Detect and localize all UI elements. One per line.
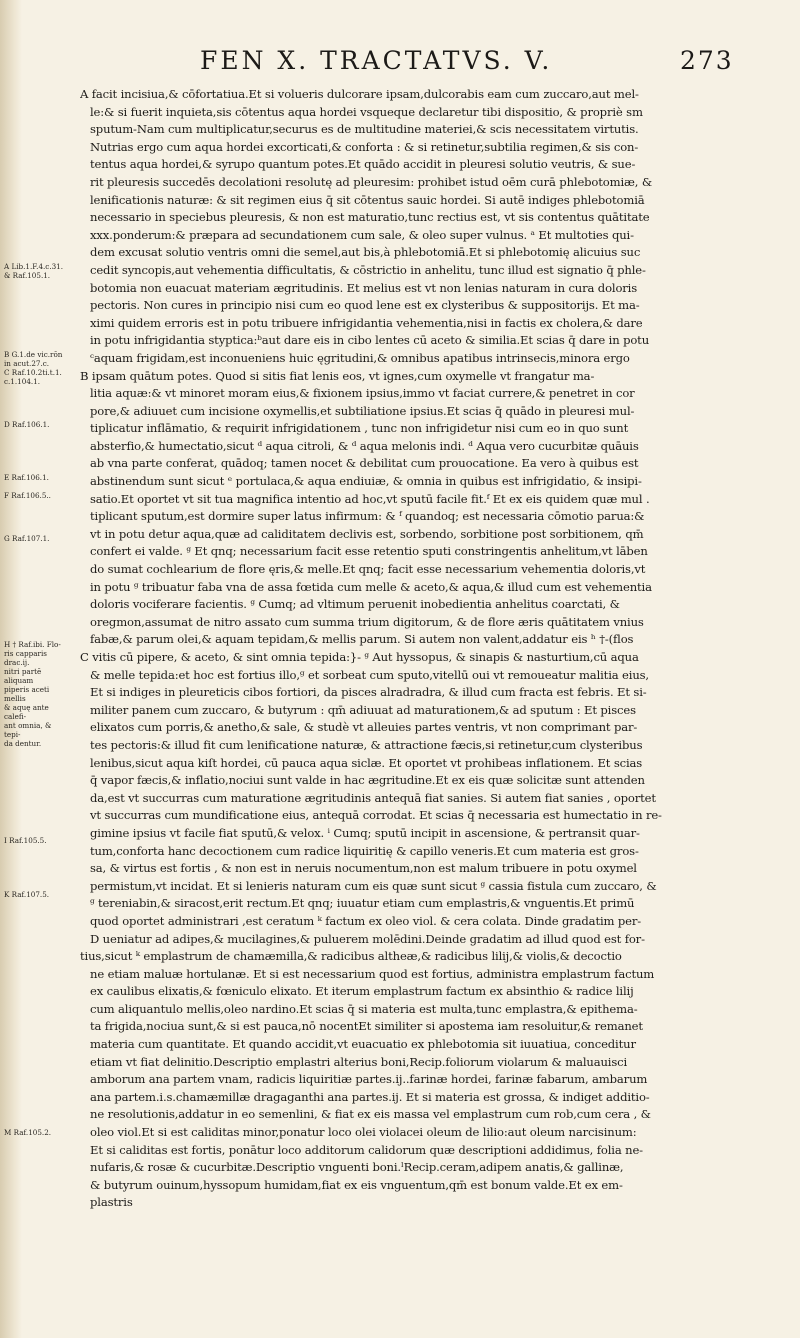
- text-line: elixatos cum porris,& anetho,& sale, & studè vt alleuies partes ventris, vt non comprimant par-: [90, 720, 638, 735]
- text-line: D ueniatur ad adipes,& mucilagines,& puluerem molēdini.Deinde gradatim ad illud quod est for-: [90, 931, 645, 946]
- text-line: materia cum quantitate. Et quando accidit,vt euacuatio ex phlebotomia sit iuuatiua, conceditur: [90, 1037, 636, 1052]
- text-line: Nutrias ergo cum aqua hordei excorticati,& conforta : & si retinetur,subtilia regimen,& sis con-: [90, 139, 639, 154]
- text-line: confert ei valde. ᵍ Et qnq; necessarium facit esse retentio sputi constringentis anhelitum,vt lāben: [90, 544, 648, 559]
- text-line: lenibus,sicut aqua kiſt hordei, cū pauca aqua siclæ. Et oportet vt prohibeas inflationem. Et scias: [90, 755, 643, 770]
- text-line: tum,conforta hanc decoctionem cum radice liquiritię & capillo veneris.Et cum materia est gros-: [90, 843, 639, 858]
- text-line: sa, & virtus est fortis , & non est in neruis nocumentum,non est malum tribuere in potu oxymel: [90, 861, 637, 876]
- text-line: ne etiam maluæ hortulanæ. Et si est necessarium quod est fortius, administra emplastrum factum: [90, 966, 655, 981]
- text-line: botomia non euacuat materiam ægritudinis. Et melius est vt non lenias naturam in cura doloris: [90, 280, 638, 295]
- text-line: q̄ vapor fæcis,& inflatio,nociui sunt valde in hac ægritudine.Et ex eis quæ solicitæ sunt attenden: [90, 773, 645, 788]
- text-line: Et si indiges in pleureticis cibos fortiori, da pisces alradradra, & illud cum fracta est febris. Et si-: [90, 685, 647, 700]
- text-line: nufaris,& rosæ & cucurbitæ.Descriptio vnguenti boni.ˡRecip.ceram,adipem anatis,& gallinæ,: [90, 1160, 624, 1175]
- text-line: ana partem.i.s.chamæmillæ dragaganthi ana partes.ij. Et si materia est grossa, & indiget additio-: [90, 1089, 650, 1104]
- margin-note: D Raf.106.1.: [4, 420, 50, 429]
- text-line: xxx.ponderum:& præpara ad secundationem cum sale, & oleo super vulnus. ᵃ Et multoties qui-: [90, 227, 634, 242]
- text-line: ne resolutionis,addatur in eo semenlini, & fiat ex eis massa vel emplastrum cum rob,cum cera , &: [90, 1107, 651, 1122]
- text-line: necessario in speciebus pleuresis, & non est maturatio,tunc rectius est, vt sis contentus quātitate: [90, 210, 650, 225]
- text-line: lenificationis naturæ: & sit regimen eius q̄ sit cōtentus sauic hordei. Si autē indiges phlebotomiā: [90, 192, 645, 207]
- text-line: A facit incisiua,& cōfortatiua.Et si volueris dulcorare ipsam,dulcorabis eam cum zuccaro,aut mel-: [80, 87, 639, 101]
- text-line: le:& si fuerit inquieta,sis cōtentus aqua hordei vsqueque declaretur tibi dispositio, & propriè sm: [90, 104, 643, 119]
- margin-note: F Raf.106.5..: [4, 491, 51, 500]
- margin-note: E Raf.106.1.: [4, 473, 49, 482]
- text-line: pore,& adiuuet cum incisione oxymellis,et subtiliatione ipsius.Et scias q̄ quādo in pleuresi mul-: [90, 403, 635, 418]
- text-line: ex caulibus elixatis,& fœniculo elixato. Et iterum emplastrum factum ex absinthio & radice lilij: [90, 984, 634, 999]
- text-line: fabæ,& parum olei,& aquam tepidam,& mellis parum. Si autem non valent,addatur eis ʰ †-(flos: [90, 632, 634, 647]
- text-line: pectoris. Non cures in principio nisi cum eo quod lene est ex clysteribus & suppositorijs. Et ma-: [90, 298, 640, 313]
- catchword: [80, 1212, 748, 1230]
- text-line: & butyrum ouinum,hyssopum humidam,fiat ex eis vnguentum,qm̄ est bonum valde.Et ex em-: [90, 1177, 623, 1192]
- text-line: gimine ipsius vt facile fiat sputū,& velox. ⁱ Cumq; sputū incipit in ascensione, & pertransit quar-: [90, 825, 640, 840]
- margin-note: M Raf.105.2.: [4, 1128, 52, 1137]
- text-line: Et si caliditas est fortis, ponātur loco additorum calidorum quæ descriptioni addidimus, folia ne-: [90, 1142, 643, 1157]
- text-line: cedit syncopis,aut vehementia difficultatis, & cōstrictio in anhelitu, tunc illud est signatio q̄ phle-: [90, 262, 646, 277]
- text-line: da,est vt succurras cum maturatione ægritudinis antequā fiat sanies. Si autem fiat sanies , oportet: [90, 790, 656, 805]
- margin-notes: [4, 0, 68, 1338]
- text-line: cum aliquantulo mellis,oleo nardino.Et scias q̄ si materia est multa,tunc emplastra,& epithema-: [90, 1001, 638, 1016]
- text-line: vt in potu detur aqua,quæ ad caliditatem declivis est, sorbendo, sorbitione post sorbitionem, qm̄: [90, 526, 644, 541]
- text-line: tes pectoris:& illud fit cum lenificatione naturæ, & attractione fæcis,si retinetur,cum clysteribus: [90, 737, 643, 752]
- margin-note: G Raf.107.1.: [4, 534, 50, 543]
- text-line: tiplicatur inflāmatio, & requirit infrigidationem , tunc non infrigidetur nisi cum eo in quo sunt: [90, 421, 629, 436]
- running-head-title: FEN X. TRACTATVS. V.: [200, 46, 553, 75]
- text-line: B ipsam quātum potes. Quod si sitis fiat lenis eos, vt ignes,cum oxymelle vt frangatur ma-: [80, 368, 595, 383]
- body-text: [80, 86, 748, 1230]
- text-line: ᶜaquam frigidam,est inconueniens huic ęgritudini,& omnibus apatibus intrinsecis,minora ergo: [90, 350, 630, 365]
- text-line: satio.Et oportet vt sit tua magnifica intentio ad hoc,vt sputū facile fit.ᶠ Et ex eis quidem quæ mul .: [90, 491, 650, 506]
- text-line: litia aquæ:& vt minoret moram eius,& fixionem ipsius,immo vt faciat currere,& penetret in cor: [90, 386, 635, 401]
- text-line: oleo viol.Et si est caliditas minor,ponatur loco olei violacei oleum de lilio:aut oleum narcisinum:: [90, 1125, 637, 1140]
- text-line: militer panem cum zuccaro, & butyrum : qm̄ adiuuat ad maturationem,& ad sputum : Et pisces: [90, 702, 636, 717]
- text-line: amborum ana partem vnam, radicis liquiritiæ partes.ij..farinæ hordei, farinæ fabarum, ambarum: [90, 1072, 648, 1087]
- margin-note: A Lib.1.F.4.c.31. & Raf.105.1.: [4, 262, 64, 280]
- text-line: sputum-Nam cum multiplicatur,securus es de multitudine materiei,& scis necessitatem virtutis.: [90, 122, 639, 137]
- running-head: [0, 46, 800, 86]
- text-line: tentus aqua hordei,& syrupo quantum potes.Et quādo accidit in pleuresi solutio veutris, & sue-: [90, 157, 636, 172]
- text-line: etiam vt fiat delinitio.Descriptio emplastri alterius boni,Recip.foliorum violarum & maluauisci: [90, 1054, 628, 1069]
- margin-note: H † Raf.ibi. Flo- ris capparis drac.ij. nitri partē aliquam piperis aceti mellis & aquę ante calefi- ant omnia, & tepi- da dentur.: [4, 640, 61, 748]
- text-line: plastris: [90, 1195, 133, 1210]
- text-line: vt succurras cum mundificatione eius, antequā corrodat. Et scias q̄ necessaria est humectatio in re-: [90, 808, 662, 823]
- text-line: ᵍ tereniabin,& siracost,erit rectum.Et qnq; iuuatur etiam cum emplastris,& vnguentis.Et primū: [90, 896, 635, 911]
- text-line: ximi quidem erroris est in potu tribuere infrigidantia vehementia,nisi in factis ex cholera,& dare: [90, 315, 643, 330]
- text-line: do sumat cochlearium de flore ęris,& melle.Et qnq; facit esse necessarium vehementia doloris,vt: [90, 562, 646, 577]
- text-line: rit pleuresis succedēs decolationi resolutę ad pleuresim: prohibet istud oēm curā phlebotomiæ, &: [90, 174, 652, 189]
- page-number: 273: [680, 46, 734, 75]
- text-line: ab vna parte conferat, quādoq; tamen nocet & debilitat cum prouocatione. Ea vero à quibus est: [90, 456, 639, 471]
- text-line: in potu ᵍ tribuatur faba vna de assa fœtida cum melle & aceto,& aqua,& illud cum est vehementia: [90, 579, 652, 594]
- text-line: abstinendum sunt sicut ᵉ portulaca,& aqua endiuiæ, & omnia in quibus est infrigidatio, & insipi-: [90, 474, 642, 489]
- text-line: permistum,vt incidat. Et si lenieris naturam cum eis quæ sunt sicut ᵍ cassia fistula cum zuccaro, &: [90, 878, 657, 893]
- text-line: tius,sicut ᵏ emplastrum de chamæmilla,& radicibus altheæ,& radicibus lilij,& violis,& decoctio: [80, 949, 622, 964]
- text-line: absterfio,& humectatio,sicut ᵈ aqua citroli, & ᵈ aqua melonis indi. ᵈ Aqua vero cucurbitæ quāuis: [90, 438, 639, 453]
- text-line: tiplicant sputum,est dormire super latus infirmum: & ᶠ quandoq; est necessaria cōmotio parua:&: [90, 509, 645, 524]
- text-line: dem excusat solutio ventris omni die semel,aut bis,à phlebotomiā.Et si phlebotomię alicuius suc: [90, 245, 641, 260]
- text-line: C vitis cū pipere, & aceto, & sint omnia tepida:}- ᵍ Aut hyssopus, & sinapis & nasturtium,cū aqua: [80, 650, 639, 664]
- text-line: doloris vociferare facientis. ᵍ Cumq; ad vltimum peruenit inobedientia anhelitus coarctati, &: [90, 597, 620, 612]
- text-line: & melle tepida:et hoc est fortius illo,ᵍ et sorbeat cum sputo,vitellū oui vt remoueatur malitia eius,: [90, 667, 649, 682]
- margin-note: I Raf.105.5.: [4, 836, 47, 845]
- margin-note: K Raf.107.5.: [4, 890, 50, 899]
- text-line: ta frigida,nociua sunt,& si est pauca,nō nocentEt similiter si apostema iam resoluitur,& remanet: [90, 1019, 643, 1034]
- text-line: in potu infrigidantia styptica:ᵇaut dare eis in cibo lentes cū aceto & similia.Et scias q̄ dare in potu: [90, 333, 650, 348]
- text-line: quod oportet administrari ,est ceratum ᵏ factum ex oleo viol. & cera colata. Dinde gradatim per-: [90, 913, 642, 928]
- margin-note: B G.1.de vic.rōn in acut.27.c. C Raf.10.2ti.t.1. c.1.104.1.: [4, 350, 63, 386]
- text-line: oregmon,assumat de nitro assato cum summa trium digitorum, & de flore æris quātitatem vnius: [90, 614, 644, 629]
